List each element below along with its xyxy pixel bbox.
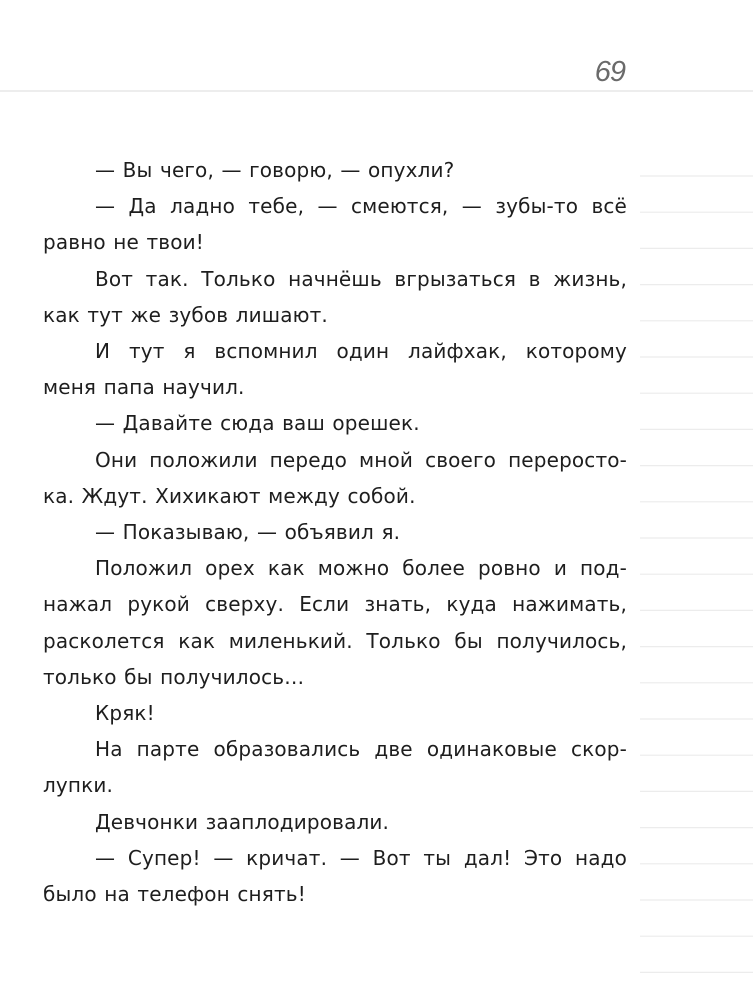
text-line: Девчонки зааплодировали. [95, 809, 390, 834]
text-line: Вот так. Только начнёшь вгрызаться в жизнь, [95, 266, 627, 291]
paragraph [43, 804, 627, 840]
text-line: равно не твои! [43, 230, 204, 255]
text-line: лупки. [43, 773, 114, 798]
text-line: Положил орех как можно более ровно и под- [95, 556, 627, 581]
text-line: как тут же зубов лишают. [43, 302, 328, 327]
paragraph [43, 442, 627, 514]
paragraph [43, 514, 627, 550]
paragraph [43, 261, 627, 333]
paragraph [43, 405, 627, 441]
paragraph [43, 333, 627, 405]
text-line: Они положили передо мной своего переросто- [95, 447, 627, 472]
text-line: ка. Ждут. Хихикают между собой. [43, 483, 416, 508]
text-line: — Вы чего, — говорю, — опухли? [95, 158, 455, 182]
text-line: расколется как миленький. Только бы получилось, [43, 628, 627, 653]
text-line: меня папа научил. [43, 375, 245, 400]
text-line: На парте образовались две одинаковые скор- [95, 737, 627, 762]
text-line: И тут я вспомнил один лайфхак, которому [95, 339, 627, 364]
text-line: было на телефон снять! [43, 882, 306, 907]
text-line: — Показываю, — объявил я. [95, 520, 401, 545]
text-line: — Да ладно тебе, — смеются, — зубы-то всё [95, 194, 627, 219]
paragraph [43, 152, 627, 188]
paragraph [43, 550, 627, 695]
text-line: нажал рукой сверху. Если знать, куда нажимать, [43, 592, 627, 617]
body-text [43, 152, 627, 912]
text-line: Кряк! [95, 701, 155, 726]
text-line: только бы получилось… [43, 664, 305, 689]
paragraph [43, 188, 627, 260]
paragraph [43, 695, 627, 731]
paragraph [43, 731, 627, 803]
text-line: — Супер! — кричат. — Вот ты дал! Это надо [95, 845, 627, 870]
text-line: — Давайте сюда ваш орешек. [95, 411, 420, 436]
page-number: 69 [594, 56, 625, 88]
paragraph [43, 840, 627, 912]
